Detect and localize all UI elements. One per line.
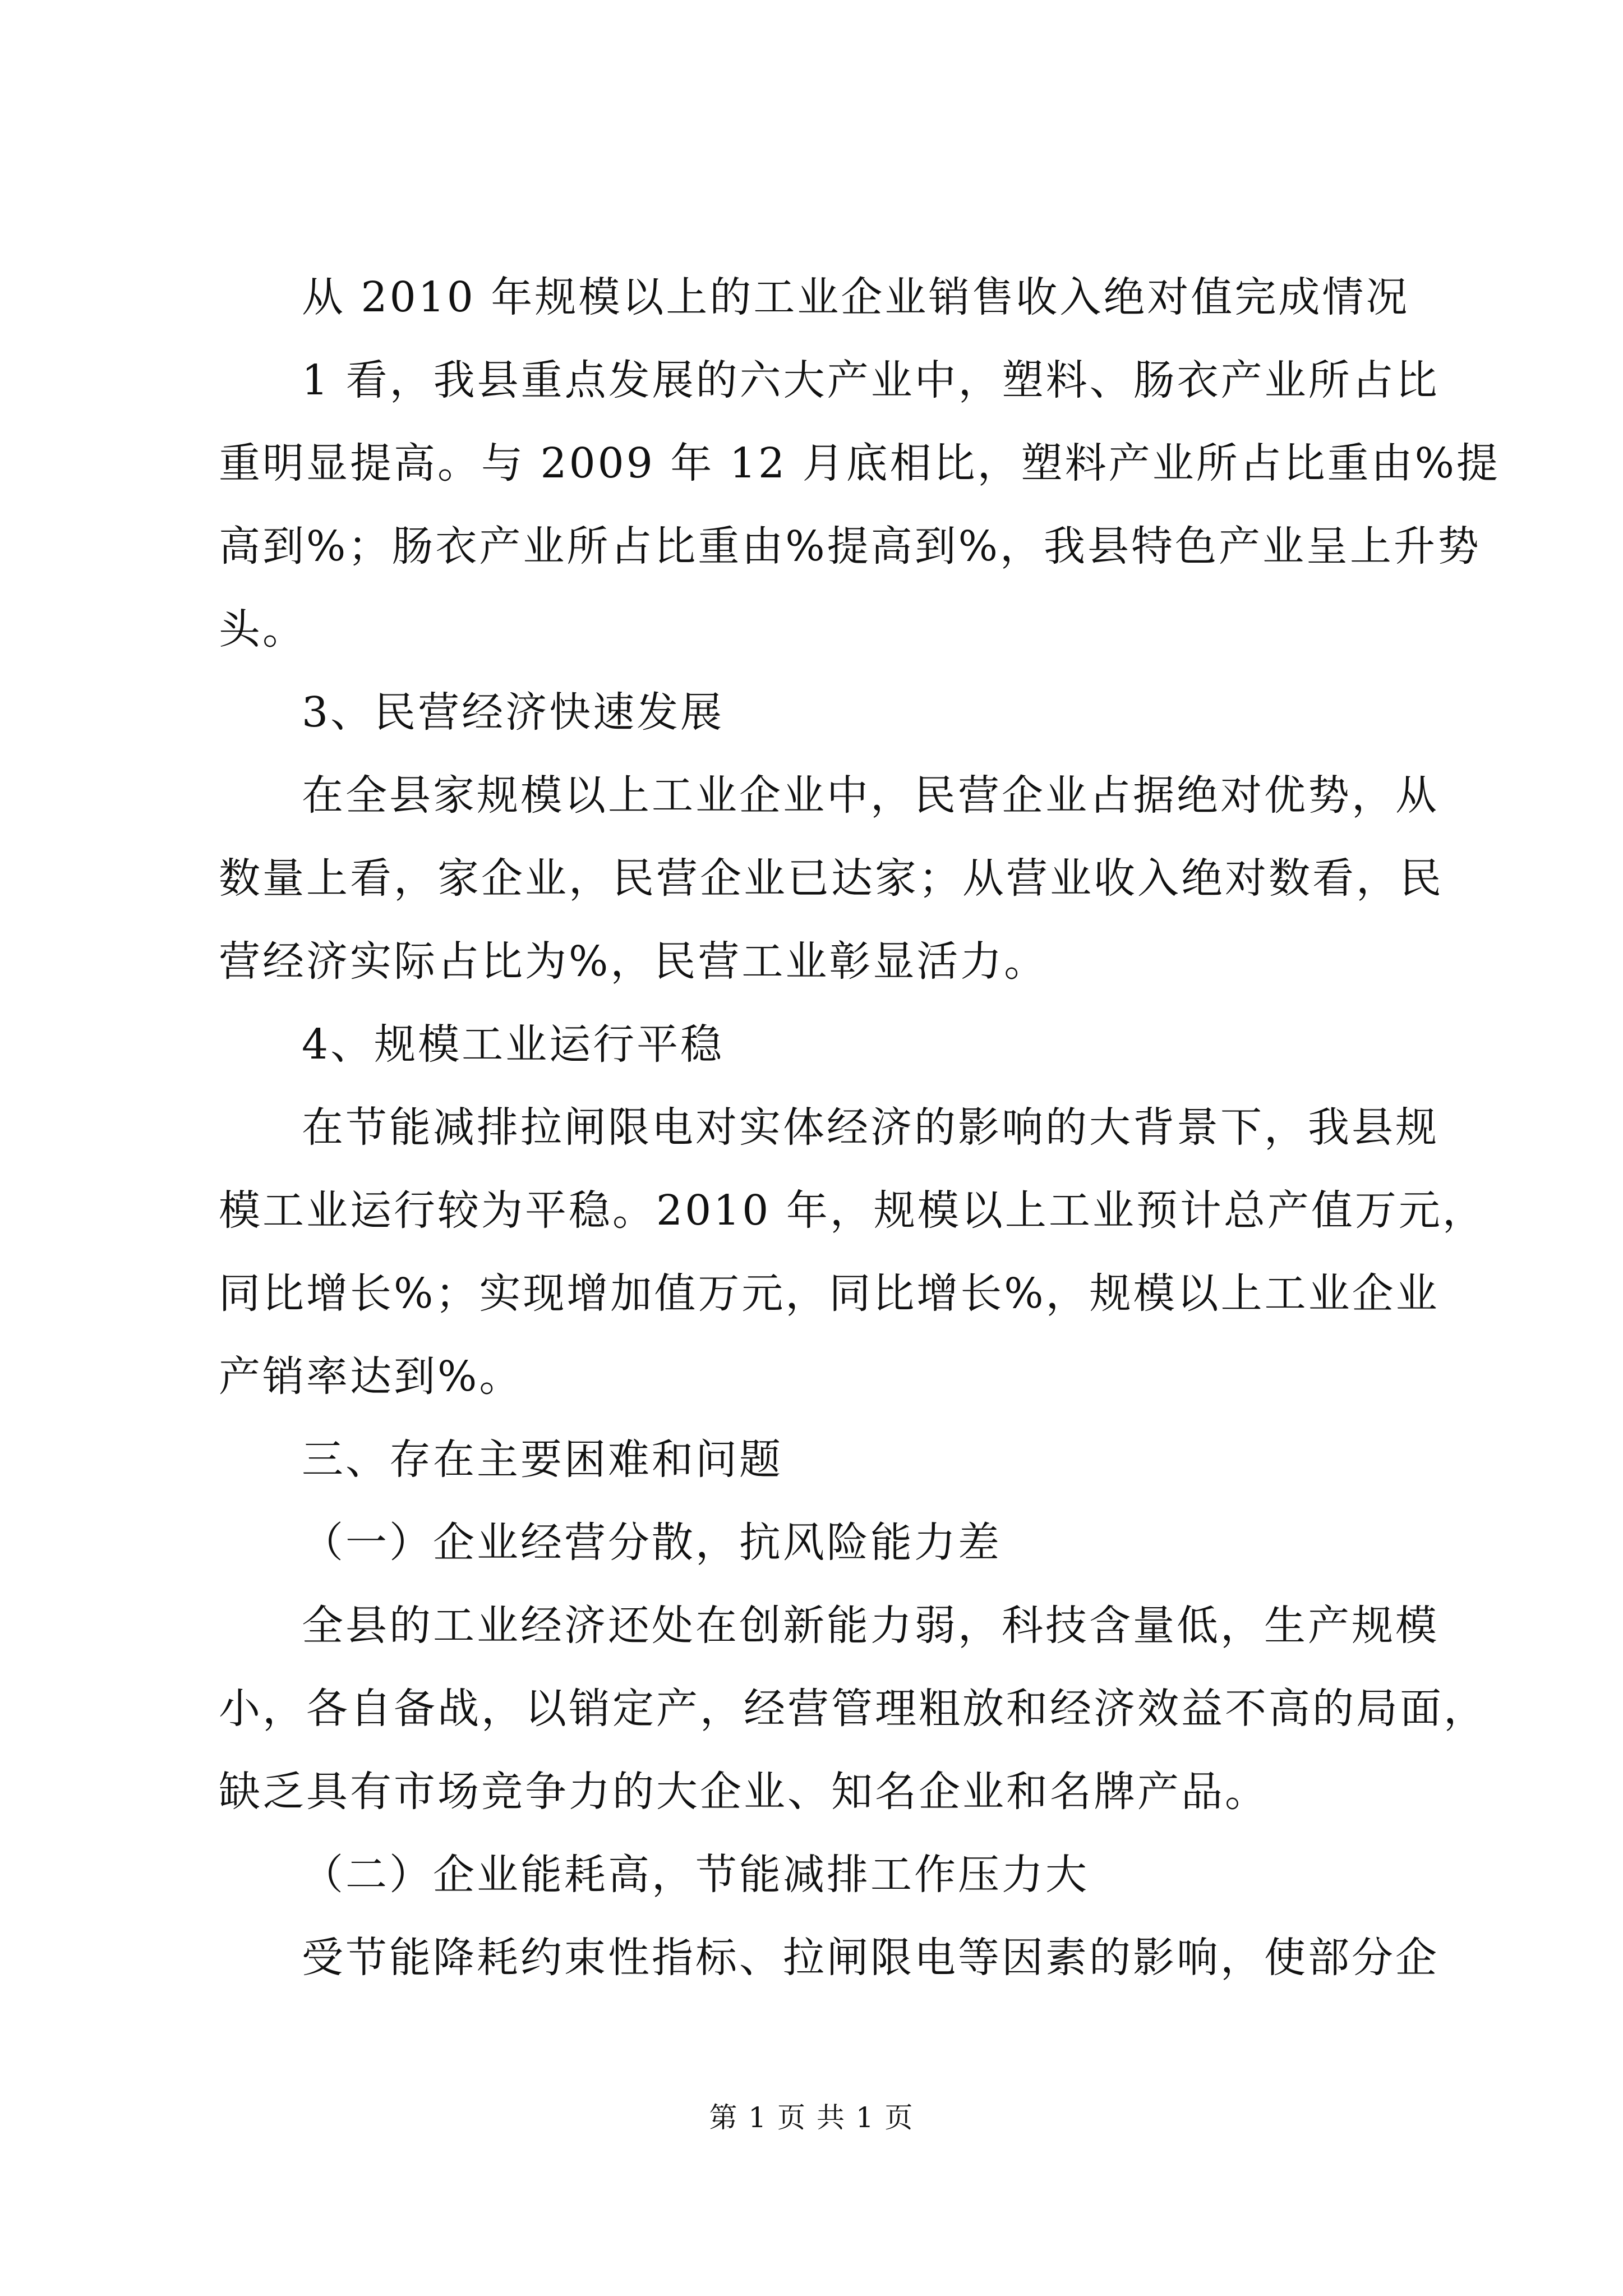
text-line-12: 模工业运行较为平稳。2010 年，规模以上工业预计总产值万元， (219, 1186, 1486, 1235)
text-line-13: 同比增长%；实现增加值万元，同比增长%，规模以上工业企业 (219, 1269, 1440, 1318)
page-footer: 第 1 页 共 1 页 (709, 2101, 914, 2134)
subsection-heading-1: （一）企业经营分散，抗风险能力差 (302, 1519, 1002, 1567)
text-line-21: 受节能降耗约束性指标、拉闸限电等因素的影响，使部分企 (302, 1934, 1439, 1982)
text-line-18: 小，各自备战，以销定产，经营管理粗放和经济效益不高的局面， (219, 1685, 1487, 1733)
section-heading-4: 4、规模工业运行平稳 (302, 1020, 725, 1069)
section-heading-3: 3、民营经济快速发展 (302, 688, 725, 737)
text-line-14: 产销率达到%。 (219, 1352, 523, 1401)
text-line-3: 重明显提高。与 2009 年 12 月底相比，塑料产业所占比重由%提 (219, 439, 1500, 487)
text-line-7: 在全县家规模以上工业企业中，民营企业占据绝对优势，从 (302, 771, 1439, 820)
text-line-19: 缺乏具有市场竞争力的大企业、知名企业和名牌产品。 (219, 1768, 1269, 1816)
text-line-9: 营经济实际占比为%，民营工业彰显活力。 (219, 937, 1048, 986)
text-line-4: 高到%；肠衣产业所占比重由%提高到%，我县特色产业呈上升势 (219, 522, 1481, 570)
text-line-2: 1 看，我县重点发展的六大产业中，塑料、肠衣产业所占比 (302, 356, 1440, 404)
section-heading-3-problems: 三、存在主要困难和问题 (302, 1435, 783, 1484)
text-line-11: 在节能减排拉闸限电对实体经济的影响的大背景下，我县规 (302, 1103, 1439, 1152)
text-line-5: 头。 (219, 605, 306, 654)
text-line-8: 数量上看，家企业，民营企业已达家；从营业收入绝对数看，民 (219, 854, 1444, 903)
text-line-1: 从 2010 年规模以上的工业企业销售收入绝对值完成情况 (302, 273, 1410, 321)
subsection-heading-2: （二）企业能耗高，节能减排工作压力大 (302, 1851, 1089, 1899)
text-line-17: 全县的工业经济还处在创新能力弱，科技含量低，生产规模 (302, 1602, 1439, 1650)
